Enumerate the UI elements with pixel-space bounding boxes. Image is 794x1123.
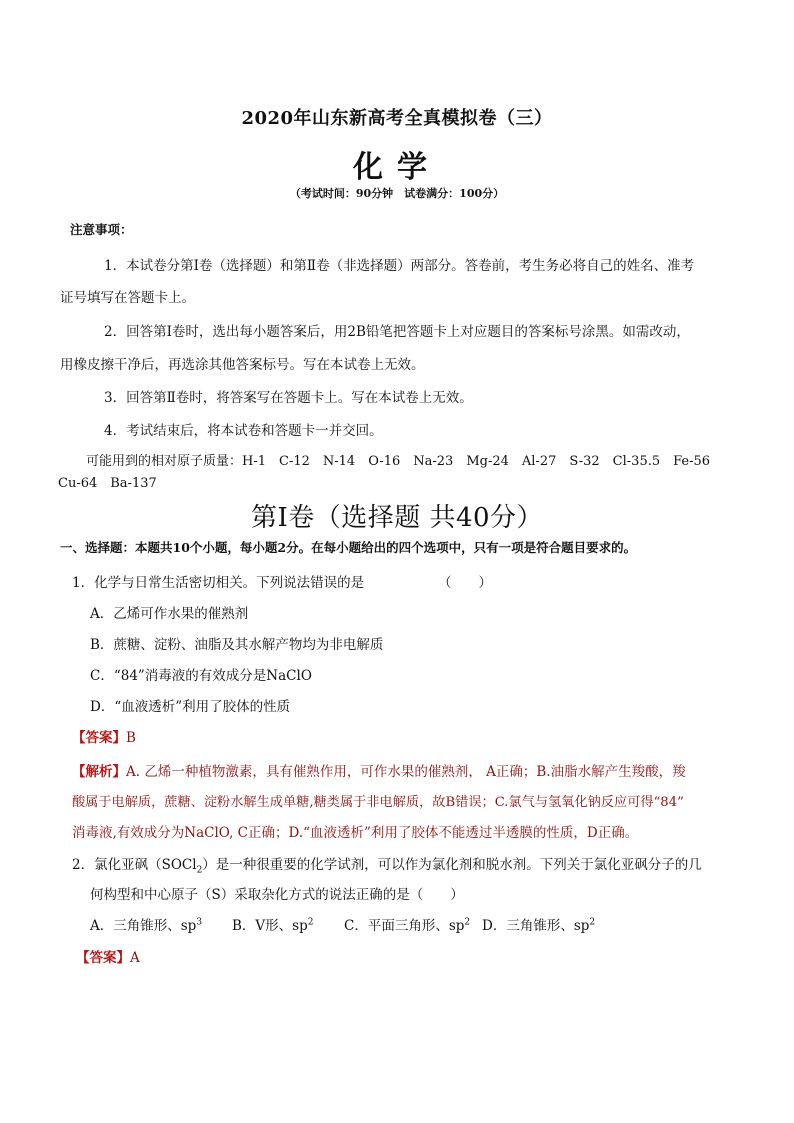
option-d-text: D．三角锥形、sp [482, 918, 590, 934]
option-d-sup: 2 [589, 917, 596, 928]
answer-tag: 【答案】 [76, 950, 130, 966]
question-1-option-a: A．乙烯可作水果的催熟剂 [90, 606, 249, 622]
question-2-stem-a: 2．氯化亚砜（SOCl [72, 857, 197, 873]
question-2-option-b [232, 914, 313, 934]
subject-title: 化学 [353, 150, 441, 185]
section-instruction: 一、选择题：本题共10个小题，每小题2分。在每小题给出的四个选项中，只有一项是符合题目要求的。 [60, 540, 637, 555]
question-2-subscript: 2 [196, 865, 203, 876]
question-1-analysis-line-1 [72, 760, 686, 780]
notes-heading: 注意事项： [70, 222, 133, 237]
answer-value: A [130, 950, 140, 966]
note-4: 4．考试结束后，将本试卷和答题卡一并交回。 [104, 423, 383, 439]
section-title: 第Ⅰ卷（选择题 共40分） [250, 503, 544, 533]
exam-title: 2020年山东新高考全真模拟卷（三） [241, 108, 553, 129]
question-2-answer [76, 946, 140, 966]
question-2-stem-b: ）是一种很重要的化学试剂，可以作为氯化剂和脱水剂。下列关于氯化亚砜分子的几 [202, 857, 702, 873]
option-a-text: A．三角锥形、sp [90, 918, 197, 934]
atomic-masses-line-1: 可能用到的相对原子质量：H-1 C-12 N-14 O-16 Na-23 Mg-24 Al-27 S-32 Cl-35.5 Fe-56 [86, 454, 711, 469]
question-1-stem: 1．化学与日常生活密切相关。下列说法错误的是 [72, 575, 365, 591]
analysis-tag: 【解析】 [72, 764, 126, 780]
question-1-analysis-line-2: 酸属于电解质，蔗糖、淀粉水解生成单糖,糖类属于非电解质，故B错误；C.氯气与氢氧化钠反应可得“84” [72, 795, 684, 810]
question-1-option-c: C．“84”消毒液的有效成分是NaClO [90, 668, 312, 684]
question-1-option-b: B．蔗糖、淀粉、油脂及其水解产物均为非电解质 [90, 637, 384, 653]
analysis-text: A. 乙烯一种植物激素，具有催熟作用，可作水果的催熟剂， A正确；B.油脂水解产生羧酸，羧 [126, 764, 686, 780]
question-1-bracket: （ ） [438, 575, 492, 591]
answer-tag: 【答案】 [72, 730, 126, 746]
exam-info: （考试时间：90分钟 试卷满分：100分） [289, 187, 505, 200]
option-a-sup: 3 [196, 917, 203, 928]
answer-value: B [126, 730, 136, 746]
question-2-option-c [344, 914, 470, 934]
question-2-stem-line-2: 何构型和中心原子（S）采取杂化方式的说法正确的是（ ） [90, 887, 464, 903]
question-2-stem-line-1 [72, 853, 702, 876]
note-3: 3．回答第Ⅱ卷时，将答案写在答题卡上。写在本试卷上无效。 [104, 390, 473, 406]
question-2-option-d [482, 914, 595, 934]
atomic-masses-line-2: Cu-64 Ba-137 [58, 476, 157, 491]
option-c-text: C．平面三角形、sp [344, 918, 465, 934]
option-b-sup: 2 [307, 917, 314, 928]
question-1-analysis-line-3: 消毒液,有效成分为NaClO, C正确；D.“血液透析”利用了胶体不能透过半透膜的性质，D正确。 [72, 825, 639, 841]
note-2-line-2: 用橡皮擦干净后，再选涂其他答案标号。写在本试卷上无效。 [60, 357, 425, 373]
option-c-sup: 2 [464, 917, 471, 928]
question-2-option-a [90, 914, 202, 934]
option-b-text: B．V形、sp [232, 918, 308, 934]
question-1-option-d: D．“血液透析”利用了胶体的性质 [90, 699, 291, 715]
note-2-line-1: 2．回答第Ⅰ卷时，选出每小题答案后，用2B铅笔把答题卡上对应题目的答案标号涂黑。如需改动， [104, 324, 690, 340]
question-1-answer [72, 726, 136, 746]
note-1-line-1: 1．本试卷分第Ⅰ卷（选择题）和第Ⅱ卷（非选择题）两部分。答卷前，考生务必将自己的姓名、准考 [104, 258, 695, 274]
note-1-line-2: 证号填写在答题卡上。 [60, 290, 195, 306]
